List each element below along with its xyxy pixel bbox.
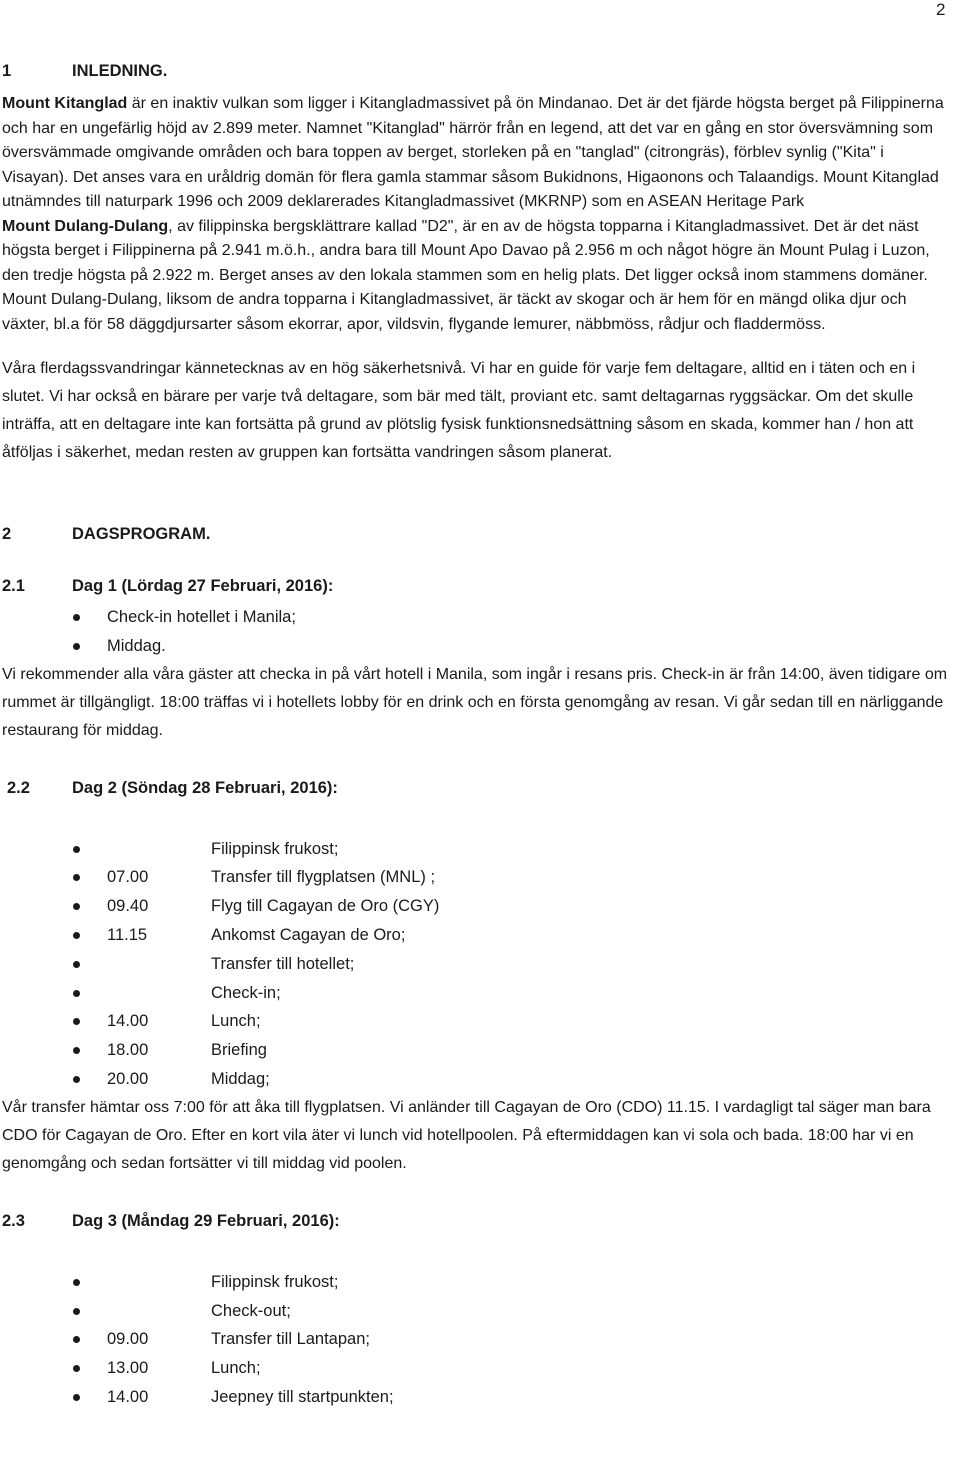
item-time: 14.00 xyxy=(107,1387,149,1406)
item-text: Ankomst Cagayan de Oro; xyxy=(211,925,406,944)
bullet-icon xyxy=(73,614,80,621)
bullet-icon xyxy=(73,1308,80,1315)
bullet-icon xyxy=(73,1336,80,1343)
bullet-icon xyxy=(73,1047,80,1054)
section-heading-2 xyxy=(2,525,954,555)
schedule-item xyxy=(2,1354,954,1383)
document-body xyxy=(2,62,954,1412)
day-title: Dag 1 (Lördag 27 Februari, 2016): xyxy=(72,577,334,595)
item-text: Check-in hotellet i Manila; xyxy=(107,608,296,626)
section-number: 1 xyxy=(2,62,12,80)
schedule-item xyxy=(2,1065,954,1094)
section-title: DAGSPROGRAM. xyxy=(72,525,211,543)
schedule-item xyxy=(2,979,954,1008)
section-title: INLEDNING. xyxy=(72,62,168,80)
list-item xyxy=(2,632,954,661)
day1-text: Vi rekommender alla våra gäster att checka in på vårt hotell i Manila, som ingår i resans pris. Check-in är från 14:00, även tidigare om rummet är tillgängligt. 18:00 träffas vi i hotellets lobby för en drink och en första genomgång av resan. Vi går sedan till en närliggande restaurang för middag. xyxy=(2,665,948,739)
day1-list xyxy=(2,603,954,661)
list-item xyxy=(2,603,954,632)
bullet-icon xyxy=(73,1076,80,1083)
schedule-item xyxy=(2,1268,954,1297)
bullet-icon xyxy=(73,874,80,881)
item-text: Middag. xyxy=(107,636,166,655)
schedule-item xyxy=(2,863,954,892)
schedule-item xyxy=(2,892,954,921)
item-time: 09.40 xyxy=(107,897,149,916)
bullet-icon xyxy=(73,1365,80,1372)
intro-paragraph-2 xyxy=(2,215,954,338)
day-title: Dag 3 (Måndag 29 Februari, 2016): xyxy=(72,1211,340,1230)
day3-schedule xyxy=(2,1268,954,1412)
schedule-item xyxy=(2,1383,954,1412)
section-heading-1 xyxy=(2,62,954,90)
bold-term: Mount Kitanglad xyxy=(2,95,128,112)
bullet-icon xyxy=(73,643,80,650)
item-text: Transfer till hotellet; xyxy=(211,954,355,973)
item-text: Flyg till Cagayan de Oro (CGY) xyxy=(211,897,440,916)
item-text: Lunch; xyxy=(211,1012,261,1031)
day1-heading xyxy=(2,577,954,603)
section-number: 2 xyxy=(2,525,12,543)
bullet-icon xyxy=(73,961,80,968)
item-text: Lunch; xyxy=(211,1359,261,1378)
item-text: Check-in; xyxy=(211,983,281,1002)
schedule-item xyxy=(2,1325,954,1354)
item-text: Jeepney till startpunkten; xyxy=(211,1387,394,1406)
item-text: Check-out; xyxy=(211,1301,291,1320)
schedule-item xyxy=(2,835,954,864)
schedule-item xyxy=(2,1036,954,1065)
schedule-item xyxy=(2,1007,954,1036)
day2-schedule xyxy=(2,835,954,1094)
schedule-item xyxy=(2,921,954,950)
item-time: 20.00 xyxy=(107,1069,149,1088)
day-number: 2.2 xyxy=(7,778,30,797)
bullet-icon xyxy=(73,846,80,853)
bullet-icon xyxy=(73,932,80,939)
day-number: 2.3 xyxy=(2,1211,25,1230)
item-text: Middag; xyxy=(211,1069,270,1088)
intro-paragraph-1 xyxy=(2,92,954,215)
item-text: Transfer till flygplatsen (MNL) ; xyxy=(211,868,436,887)
item-time: 09.00 xyxy=(107,1330,149,1349)
safety-paragraph: Våra flerdagssvandringar kännetecknas av en hög säkerhetsnivå. Vi har en guide för varje fem deltagare, alltid en i täten och en i slutet. Vi har också en bärare per varje två deltagare, som bär med tält, proviant etc. samt deltagarnas ryggsäckar. Om det skulle inträffa, att en deltagare inte kan fortsätta på grund av plötslig fysisk funktionsnedsättning såsom en skada, kommer han / hon att åtföljas i säkerhet, medan resten av gruppen kan fortsätta vandringen såsom planerat. xyxy=(2,360,916,461)
bullet-icon xyxy=(73,990,80,997)
bullet-icon xyxy=(73,903,80,910)
bullet-icon xyxy=(73,1018,80,1025)
bullet-icon xyxy=(73,1394,80,1401)
paragraph-text: är en inaktiv vulkan som ligger i Kitangladmassivet på ön Mindanao. Det är det fjärde högsta berget på Filippinerna och har en ungefärlig höjd av 2.899 meter. Namnet "Kitanglad" härrör från en legend, att det var en gång en stor översvämning som översvämmade omgivande områden och bara toppen av berget, storleken på en "tanglad" (citrongräs), förblev synlig ("Kita" i Visayan). Det anses vara en uråldrig domän för flera gamla stammar såsom Bukidnons, Higaonons och Talaandigs. Mount Kitanglad utnämndes till naturpark 1996 och 2009 deklarerades Kitangladmassivet (MKRNP) som en ASEAN Heritage Park xyxy=(2,95,944,210)
day2-text: Vår transfer hämtar oss 7:00 för att åka till flygplatsen. Vi anländer till Cagayan de Oro (CDO) 11.15. I vardagligt tal säger man bara CDO för Cagayan de Oro. Efter en kort vila äter vi lunch vid hotellpoolen. På eftermiddagen kan vi sola och bada. 18:00 har vi en genomgång och sedan fortsätter vi till middag vid poolen. xyxy=(2,1098,931,1172)
day3-heading xyxy=(2,1212,954,1242)
day-title: Dag 2 (Söndag 28 Februari, 2016): xyxy=(72,778,338,797)
item-text: Briefing xyxy=(211,1041,267,1060)
item-time: 14.00 xyxy=(107,1012,149,1031)
schedule-item xyxy=(2,1297,954,1326)
item-time: 07.00 xyxy=(107,868,149,887)
item-time: 11.15 xyxy=(107,925,148,944)
item-text: Filippinsk frukost; xyxy=(211,839,339,858)
day2-heading xyxy=(2,779,954,809)
bullet-icon xyxy=(73,1279,80,1286)
item-text: Filippinsk frukost; xyxy=(211,1272,339,1291)
item-text: Transfer till Lantapan; xyxy=(211,1330,370,1349)
item-time: 13.00 xyxy=(107,1359,149,1378)
paragraph-text: , av filippinska bergsklättrare kallad "D2", är en av de högsta topparna i Kitangladmassivet. Det är det näst högsta berget i Filippinerna på 2.941 m.ö.h., andra bara till Mount Apo Davao på 2.956 m och något högre än Mount Pulag i Luzon, den tredje högsta på 2.922 m. Berget anses av den lokala stammen som en helig plats. Det ligger också inom stammens domäner. Mount Dulang-Dulang, liksom de andra topparna i Kitangladmassivet, är täckt av skogar och är hem för en mängd olika djur och växter, bl.a för 58 däggdjursarter såsom ekorrar, apor, vildsvin, flygande lemurer, näbbmöss, rådjur och fladdermöss. xyxy=(2,217,930,333)
page-number: 2 xyxy=(936,0,946,19)
day-number: 2.1 xyxy=(2,577,25,595)
bold-term: Mount Dulang-Dulang xyxy=(2,217,169,235)
schedule-item xyxy=(2,950,954,979)
item-time: 18.00 xyxy=(107,1041,149,1060)
